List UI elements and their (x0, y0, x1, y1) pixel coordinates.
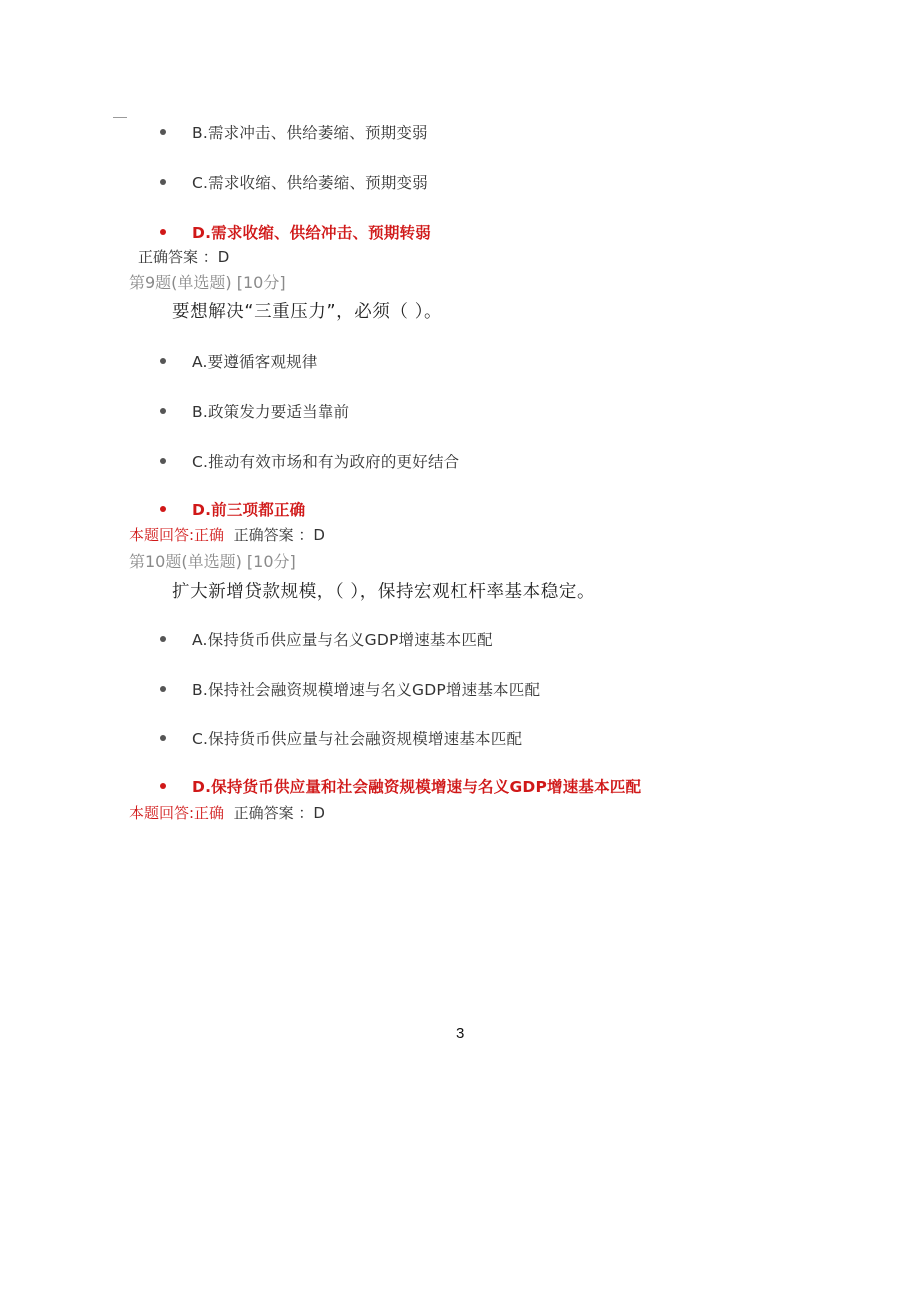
q8-option-d-correct: D.需求收缩、供给冲击、预期转弱 (160, 221, 431, 243)
q10-question: 扩大新增贷款规模，（ ），保持宏观杠杆率基本稳定。 (172, 582, 596, 602)
q8-option-c: C.需求收缩、供给萎缩、预期变弱 (160, 171, 428, 193)
bullet-icon (160, 636, 166, 642)
bullet-icon (160, 408, 166, 414)
bullet-icon (160, 358, 166, 364)
correct-answer: 正确答案 ：D (138, 248, 230, 266)
q8-answer (138, 246, 229, 267)
page-number: 3 (456, 1025, 465, 1042)
q10-header: 第10题(单选题) [10分] (129, 552, 296, 571)
q9-option-d-correct: D.前三项都正确 (160, 498, 305, 520)
bullet-icon (160, 179, 166, 185)
bullet-icon (160, 735, 166, 741)
q10-option-c: C.保持货币供应量与社会融资规模增速基本匹配 (160, 727, 522, 749)
answer-status: 本题回答:正确 (129, 804, 225, 822)
q8-option-b: B.需求冲击、供给萎缩、预期变弱 (160, 121, 428, 143)
q9-header: 第9题(单选题) [10分] (129, 273, 286, 292)
bullet-icon (160, 783, 166, 789)
bullet-icon (160, 129, 166, 135)
answer-status: 本题回答:正确 (129, 526, 225, 544)
correct-answer: 正确答案 ：D (233, 526, 325, 544)
bullet-icon (160, 229, 166, 235)
q9-option-c: C.推动有效市场和有为政府的更好结合 (160, 450, 459, 472)
corner-mark (113, 117, 127, 120)
q9-answer (129, 524, 325, 545)
bullet-icon (160, 458, 166, 464)
bullet-icon (160, 686, 166, 692)
q10-option-d-correct: D.保持货币供应量和社会融资规模增速与名义GDP增速基本匹配 (160, 775, 641, 797)
correct-answer: 正确答案 ：D (233, 804, 325, 822)
q9-question: 要想解决“三重压力”，必须（ ）。 (172, 302, 443, 322)
q9-option-b: B.政策发力要适当靠前 (160, 400, 349, 422)
bullet-icon (160, 506, 166, 512)
q9-option-a: A.要遵循客观规律 (160, 350, 318, 372)
q10-option-b: B.保持社会融资规模增速与名义GDP增速基本匹配 (160, 678, 540, 700)
q10-answer (129, 802, 325, 823)
q10-option-a: A.保持货币供应量与名义GDP增速基本匹配 (160, 628, 493, 650)
